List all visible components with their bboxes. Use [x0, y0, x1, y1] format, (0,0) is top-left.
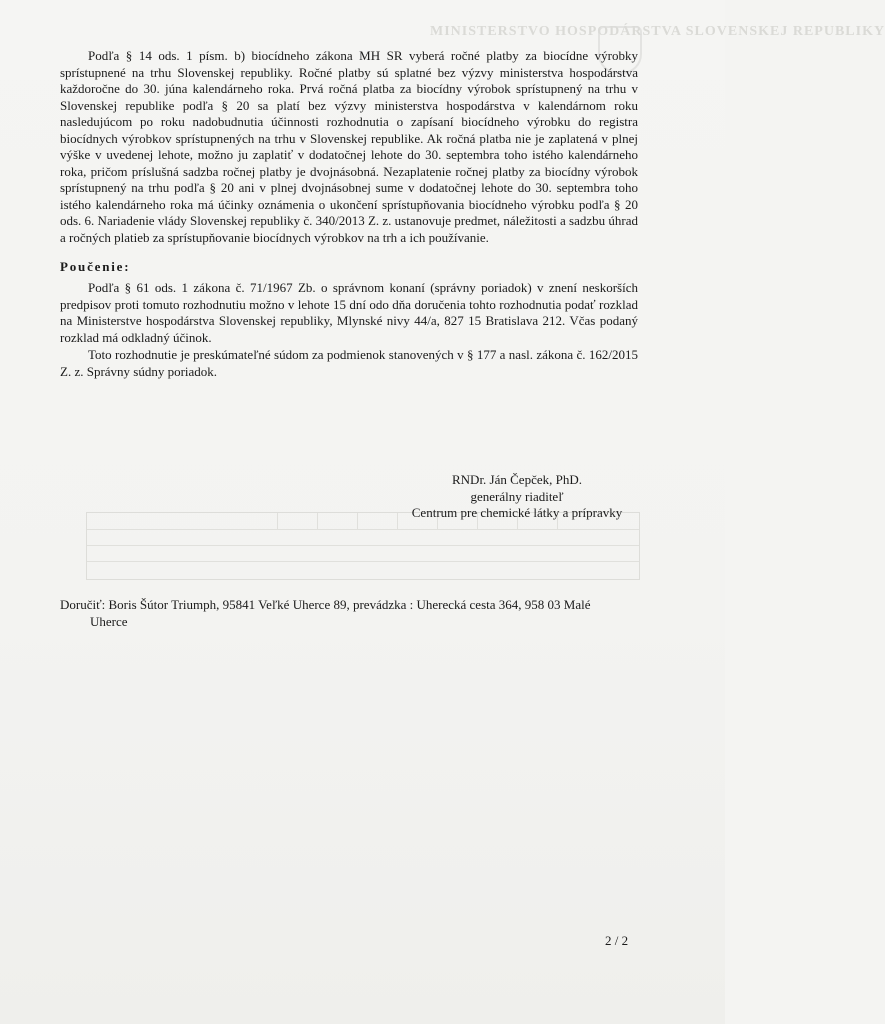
delivery-line-2: Uherce [90, 614, 128, 629]
paragraph-appeal: Podľa § 61 ods. 1 zákona č. 71/1967 Zb. o správnom konaní (správny poriadok) v znení neskorších predpisov proti tomuto rozhodnutiu možno v lehote 15 dní odo dňa doručenia tohto rozhodnutia podať rozklad na Ministerstve hospodárstva Slovenskej republiky, Mlynské nivy 44/a, 827 15 Bratislava 212. Včas podaný rozklad má odkladný účinok. [60, 280, 638, 345]
instruction-heading: Poučenie: [60, 259, 131, 274]
page-number: 2 / 2 [605, 933, 629, 948]
show-through-table [86, 512, 640, 580]
paragraph-annual-fees: Podľa § 14 ods. 1 písm. b) biocídneho zákona MH SR vyberá ročné platby za biocídne výrobky sprístupnené na trhu Slovenskej republiky. Ročné platby sú splatné bez výzvy ministerstva hospodárstva každoročne do 30. júna kalendárneho roka. Prvá ročná platba za biocídny výrobok sprístupnený na trhu v Slovenskej republike podľa § 20 sa platí bez výzvy ministerstva hospodárstva v kalendárnom roku nasledujúcom po roku nadobudnutia účinnosti rozhodnutia o zapísaní biocídneho výrobku do registra biocídnych výrobkov sprístupnených na trhu v Slovenskej republike. Ak ročná platba nie je zaplatená v plnej výške v uvedenej lehote, možno ju zaplatiť v dodatočnej lehote do 30. septembra toho istého kalendárneho roka, pričom príslušná sadzba ročnej platby je dvojnásobná. Nezaplatenie ročnej platby za biocídny výrobok sprístupnený na trhu podľa § 20 ani v plnej dvojnásobnej sume v dodatočnej lehote do 30. septembra toho istého kalendárneho roka má účinky oznámenia o ukončení sprístupňovania biocídneho výrobku podľa § 20 ods. 6. Nariadenie vlády Slovenskej republiky č. 340/2013 Z. z. ustanovuje predmet, náležitosti a sadzbu úhrad a ročných platieb za sprístupňovanie biocídnych výrobkov na trh a ich používanie. [60, 48, 638, 245]
paragraph-judicial-review: Toto rozhodnutie je preskúmateľné súdom za podmienok stanovených v § 177 a nasl. zákona č. 162/2015 Z. z. Správny súdny poriadok. [60, 347, 638, 379]
signatory-position: generálny riaditeľ [470, 488, 564, 504]
signatory-organization: Centrum pre chemické látky a prípravky [411, 505, 623, 520]
signatory-name: RNDr. Ján Čepček, PhD. [452, 472, 582, 487]
scan-mark [700, 262, 708, 272]
show-through-letterhead: MINISTERSTVO HOSPODÁRSTVA SLOVENSKEJ REPUBLIKY [430, 24, 885, 39]
delivery-address [60, 596, 638, 630]
delivery-line-1: Doručiť: Boris Šútor Triumph, 95841 Veľké Uherce 89, prevádzka : Uherecká cesta 364, 958 03 Malé [60, 597, 591, 612]
signature-block [402, 472, 632, 522]
